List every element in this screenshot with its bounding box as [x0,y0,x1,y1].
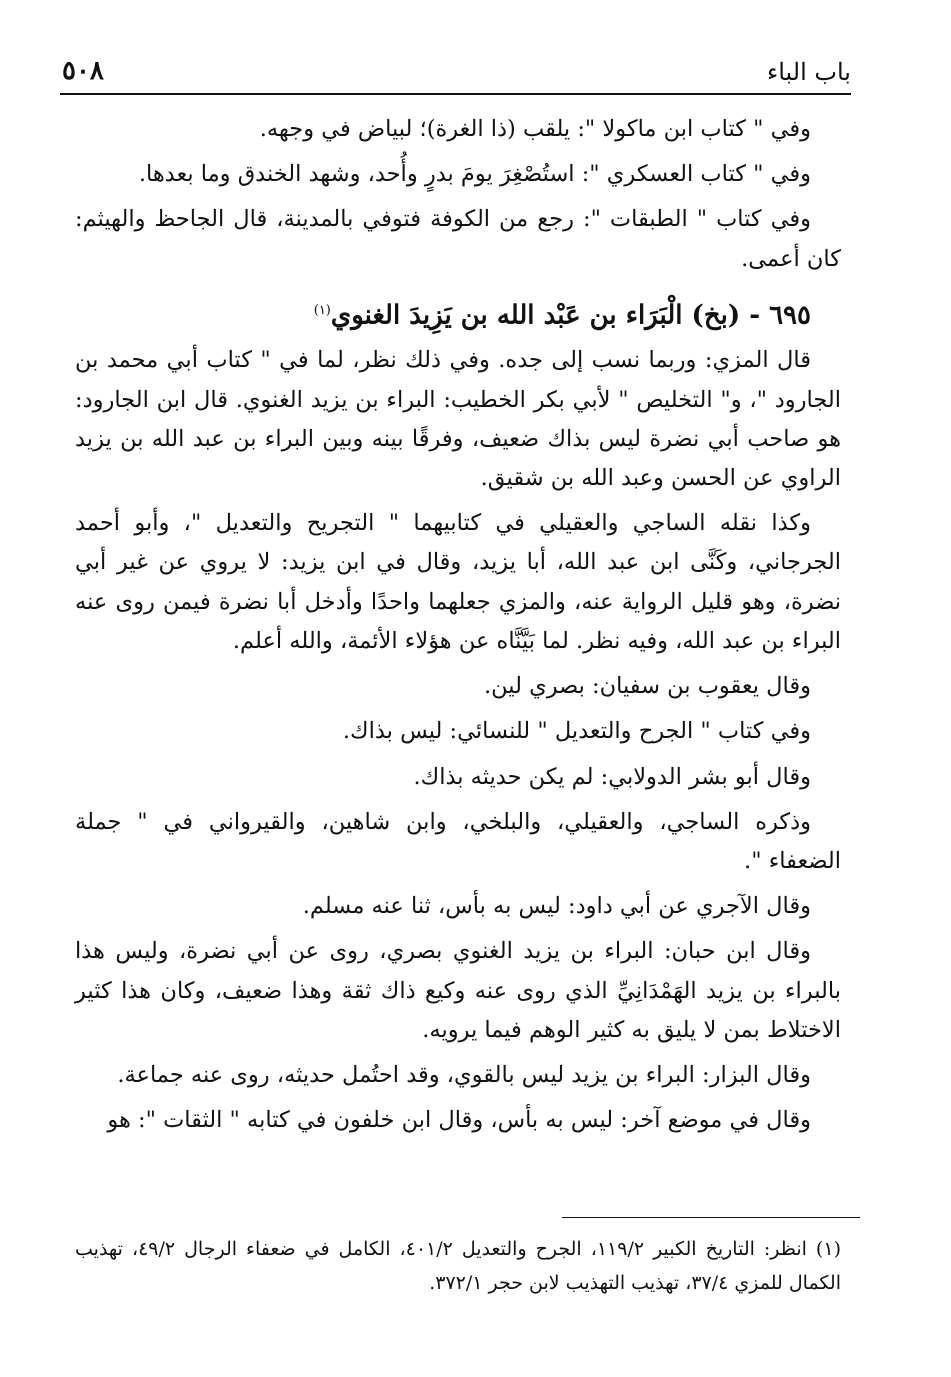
paragraph-nasai: وفي كتاب " الجرح والتعديل " للنسائي: ليس بذاك. [342,718,811,745]
paragraph-yaqub: وقال يعقوب بن سفيان: بصري لين. [484,673,811,700]
header-rule [60,93,851,95]
paragraph-duafa: وذكره الساجي، والعقيلي، والبلخي، وابن شاهين، والقيرواني في " جملة الضعفاء ". [75,808,841,874]
paragraph-ajurri: وقال الآجري عن أبي داود: ليس به بأس، ثنا عنه مسلم. [302,893,811,920]
page-number: ٥٠٨ [62,56,104,86]
running-head: باب الباء [766,58,851,86]
footnote-1: (١) انظر: التاريخ الكبير ١١٩/٢، الجرح والتعديل ٤٠١/٢، الكامل في ضعفاء الرجال ٤٩/٢، تهذيب الكمال للمزي ٣٧/٤، تهذيب التهذيب لابن حجر ٣٧٢/١. [75,1238,841,1294]
paragraph-mizzi: قال المزي: وربما نسب إلى جده. وفي ذلك نظر، لما في " كتاب أبي محمد بن الجارود "، و" التخليص " لأبي بكر الخطيب: البراء بن يزيد الغنوي. قال ابن الجارود: هو صاحب أبي نضرة ليس بذاك ضعيف، وفرقًا بينه وبين البراء بن عبد الله بن يزيد الراوي عن الحسن وعبد الله بن شقيق. [75,347,841,492]
paragraph-dulabi: وقال أبو بشر الدولابي: لم يكن حديثه بذاك. [413,763,811,790]
paragraph-tabaqat: وفي كتاب " الطبقات ": رجع من الكوفة فتوفي بالمدينة، قال الجاحظ والهيثم: كان أعمى. [75,206,841,272]
paragraph-askari: وفي " كتاب العسكري ": استُصْغِرَ يومَ بدرٍ وأُحد، وشهد الخندق وما بعدها. [138,161,811,188]
footnote-rule [562,1217,860,1218]
entry-title: ٦٩٥ - (بخ) الْبَرَاء بن عَبْد الله بن يَزِيدَ الغنوي [330,300,811,331]
body-text [75,110,841,1146]
footnotes [75,1232,841,1300]
paragraph-ibn-makula: وفي " كتاب ابن ماكولا ": يلقب (ذا الغرة)؛ لبياض في وجهه. [259,116,811,142]
page-header [62,52,851,92]
paragraph-bazzar: وقال البزار: البراء بن يزيد ليس بالقوي، وقد احتُمل حديثه، روى عنه جماعة. [117,1061,811,1088]
paragraph-saji-uqayli: وكذا نقله الساجي والعقيلي في كتابيهما " التجريح والتعديل "، وأبو أحمد الجرجاني، وكَنَّى ابن عبد الله، أبا يزيد، وقال في ابن يزيد: لا يروي عن غير أبي نضرة، وهو قليل الرواية عنه، والمزي جعلهما واحدًا وأدخل أبا نضرة فيمن روى عنه البراء بن عبد الله، وفيه نظر. لما بَيَّنَّاه عن هؤلاء الأئمة، والله أعلم. [75,510,841,654]
entry-heading [75,289,841,338]
paragraph-ibn-hibban: وقال ابن حبان: البراء بن يزيد الغنوي بصري، روى عن أبي نضرة، وليس هذا بالبراء بن يزيد الهَمْدَانِيِّ الذي روى عنه وكيع ذاك ثقة وهذا ضعيف، وكان هذا كثير الاختلاط بمن لا يليق به كثير الوهم فيما يرويه. [75,938,841,1043]
paragraph-ibn-khalfun: وقال في موضع آخر: ليس به بأس، وقال ابن خلفون في كتابه " الثقات ": هو [107,1107,811,1134]
footnote-reference: (١) [313,302,331,318]
